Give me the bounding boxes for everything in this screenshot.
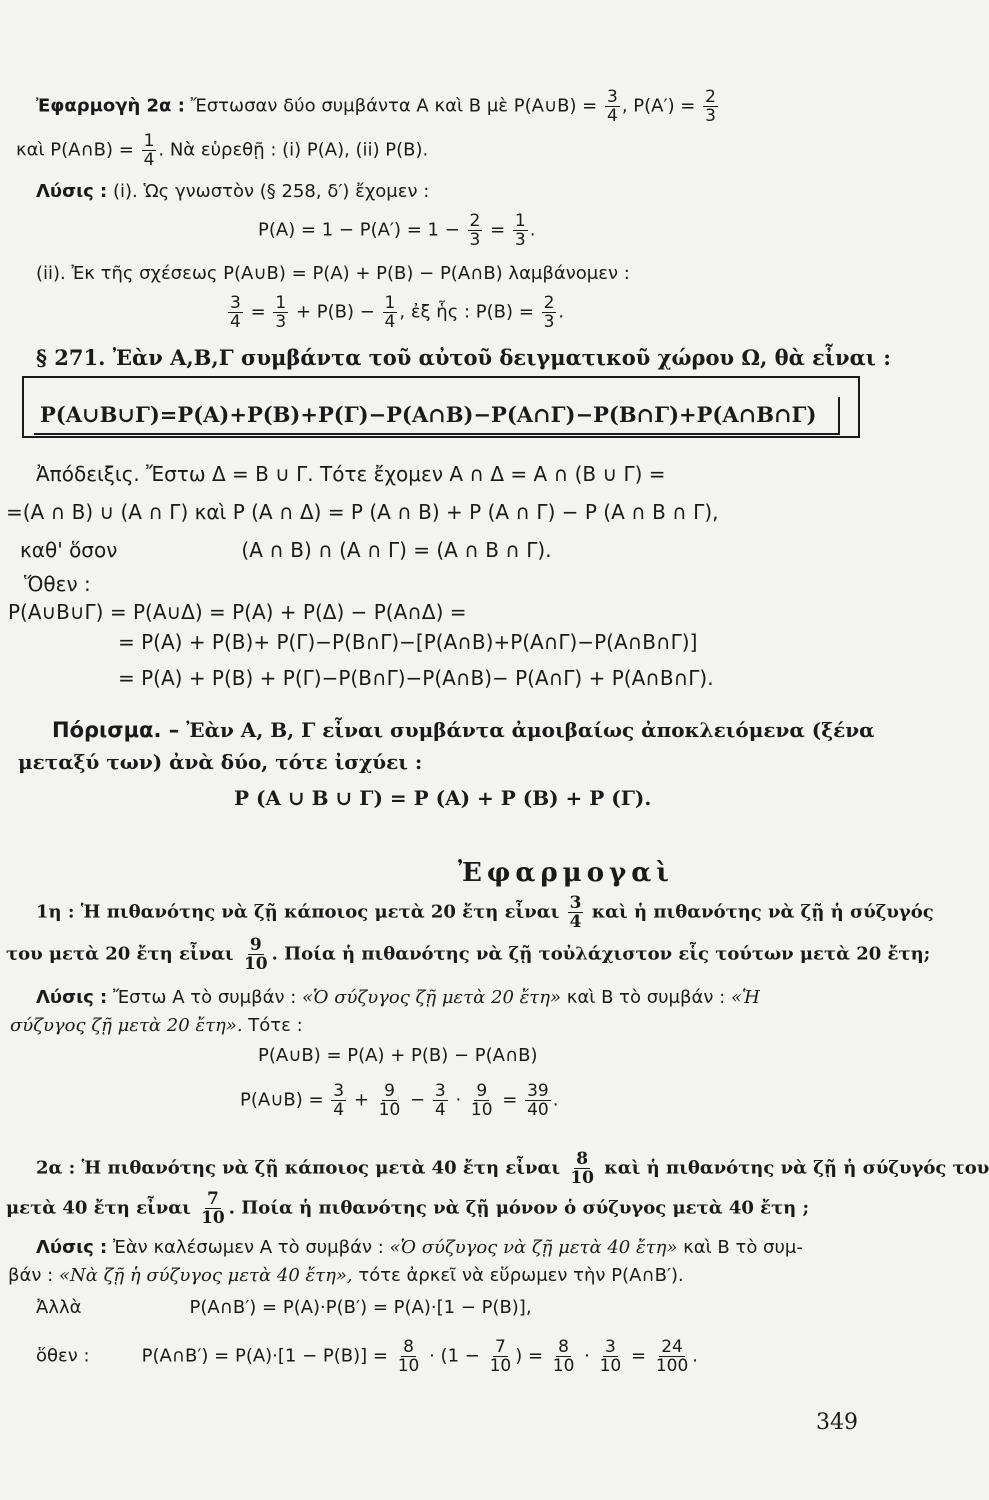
section-title: § 271. Ἐὰν Α,Β,Γ συμβάντα τοῦ αὐτοῦ δειγματικοῦ χώρου Ω, θὰ εἶναι : <box>36 345 892 370</box>
ex2-label: Ἐφαρμογὴ 2α : <box>36 95 185 117</box>
proof-line-4: Ὅθεν : <box>24 572 91 596</box>
page-number: 349 <box>816 1410 858 1435</box>
app2-line-4: ὅθεν : P(A∩B′) = P(A)·[1 − P(B)] = $\frac{8}{10}$ · (1 − $\frac{7}{10}$ ) = $\frac{8}{10}$ · $\frac{3}{10}$ = $\frac{24}{100}$ . <box>36 1337 698 1376</box>
app2-line-3: Ἀλλὰ P(A∩B′) = P(A)·P(B′) = P(A)·[1 − P(B)], <box>36 1297 532 1318</box>
solution-1-line: Λύσις : (i). Ὡς γνωστὸν (§ 258, δ′) ἔχομεν : <box>36 181 430 202</box>
section-heading: Ἐφαρμογαὶ <box>458 858 674 888</box>
corollary-formula: P (A ∪ B ∪ Γ) = P (A) + P (B) + P (Γ). <box>234 786 652 810</box>
proof-line-1: Ἀπόδειξις. Ἔστω Δ = Β ∪ Γ. Τότε ἔχομεν Α ∩ Δ = Α ∩ (Β ∪ Γ) = <box>36 462 666 486</box>
app1-solution-1: Λύσις : Ἔστω Α τὸ συμβάν : «Ὁ σύζυγος ζῇ μετὰ 20 ἔτη» καὶ Β τὸ συμβάν : «Ἡ <box>36 987 760 1008</box>
solution-1-eq1: P(A) = 1 − P(A′) = 1 − $\frac{2}{3}$ = $\frac{1}{3}$ . <box>258 211 536 250</box>
proof-line-7: = P(A) + P(B) + P(Γ)−P(B∩Γ)−P(A∩B)− P(A∩Γ) + P(A∩B∩Γ). <box>118 666 714 690</box>
ex2-line1: Ἐφαρμογὴ 2α : Ἔστωσαν δύο συμβάντα Α καὶ Β μὲ P(A∪B) = $\frac{3}{4}$ , P(A′) = $\frac{2}{3}$ <box>36 87 716 126</box>
app1-eq-1: P(A∪B) = P(A) + P(B) − P(A∩B) <box>258 1045 538 1066</box>
proof-line-3: καθ' ὅσον (Α ∩ Β) ∩ (Α ∩ Γ) = (Α ∩ Β ∩ Γ). <box>20 538 552 562</box>
app1-line-2: του μετὰ 20 ἔτη εἶναι $\frac{9}{10}$ . Ποία ἡ πιθανότης νὰ ζῇ τοὐλάχιστον εἷς τούτων μετὰ 20 ἔτη; <box>6 935 931 974</box>
app2-solution-1: Λύσις : Ἐὰν καλέσωμεν Α τὸ συμβάν : «Ὁ σύζυγος νὰ ζῇ μετὰ 40 ἔτη» καὶ Β τὸ συμ- <box>36 1237 803 1258</box>
corollary-label: Πόρισμα. – <box>52 718 180 742</box>
ex2-line2: καὶ P(A∩B) = $\frac{1}{4}$ . Νὰ εὑρεθῇ : (i) P(A), (ii) P(B). <box>16 131 429 170</box>
app2-solution-2: βάν : «Νὰ ζῇ ἡ σύζυγος μετὰ 40 ἔτη», τότε ἀρκεῖ νὰ εὕρωμεν τὴν P(A∩B′). <box>8 1265 684 1286</box>
proof-line-5: P(A∪B∪Γ) = P(A∪Δ) = P(A) + P(Δ) − P(A∩Δ) = <box>8 600 467 624</box>
proof-line-6: = P(A) + P(B)+ P(Γ)−P(B∩Γ)−[P(A∩B)+P(A∩Γ)−P(A∩B∩Γ)] <box>118 630 698 654</box>
app1-line-1: 1η : Ἡ πιθανότης νὰ ζῇ κάποιος μετὰ 20 ἔτη εἶναι $\frac{3}{4}$ καὶ ἡ πιθανότης νὰ ζῇ ἡ σύζυγός <box>36 893 934 932</box>
proof-line-2: =(Α ∩ Β) ∪ (Α ∩ Γ) καὶ P (A ∩ Δ) = P (A ∩ B) + P (A ∩ Γ) − P (A ∩ B ∩ Γ), <box>6 500 719 524</box>
app2-line-1: 2α : Ἡ πιθανότης νὰ ζῇ κάποιος μετὰ 40 ἔτη εἶναι $\frac{8}{10}$ καὶ ἡ πιθανότης νὰ ζῇ ἡ σύζυγός του <box>36 1149 989 1188</box>
app2-line-2: μετὰ 40 ἔτη εἶναι $\frac{7}{10}$ . Ποία ἡ πιθανότης νὰ ζῇ μόνον ὁ σύζυγος μετὰ 40 ἔτη ; <box>6 1189 810 1228</box>
corollary-line-2: μεταξύ των) ἀνὰ δύο, τότε ἰσχύει : <box>18 750 423 774</box>
solution-1-ii: (ii). Ἐκ τῆς σχέσεως P(A∪B) = P(A) + P(B) − P(A∩B) λαμβάνομεν : <box>36 263 630 284</box>
app1-solution-2: σύζυγος ζῇ μετὰ 20 ἔτη». Τότε : <box>10 1015 303 1036</box>
solution-1-eq2: $\frac{3}{4}$ = $\frac{1}{3}$ + P(B) − $\frac{1}{4}$ , ἐξ ἧς : P(B) = $\frac{2}{3}$ . <box>230 293 565 332</box>
corollary-line-1: Πόρισμα. – Ἐὰν Α, Β, Γ εἶναι συμβάντα ἀμοιβαίως ἀποκλειόμενα (ξένα <box>52 718 875 742</box>
section-number: § 271. <box>36 345 106 370</box>
theorem-formula: P(A∪B∪Γ)=P(A)+P(B)+P(Γ)−P(A∩B)−P(A∩Γ)−P(B∩Γ)+P(A∩B∩Γ) <box>40 402 817 427</box>
app1-eq-2: P(A∪B) = $\frac{3}{4}$ + $\frac{9}{10}$ − $\frac{3}{4}$ · $\frac{9}{10}$ = $\frac{39}{40}$ . <box>240 1081 559 1120</box>
